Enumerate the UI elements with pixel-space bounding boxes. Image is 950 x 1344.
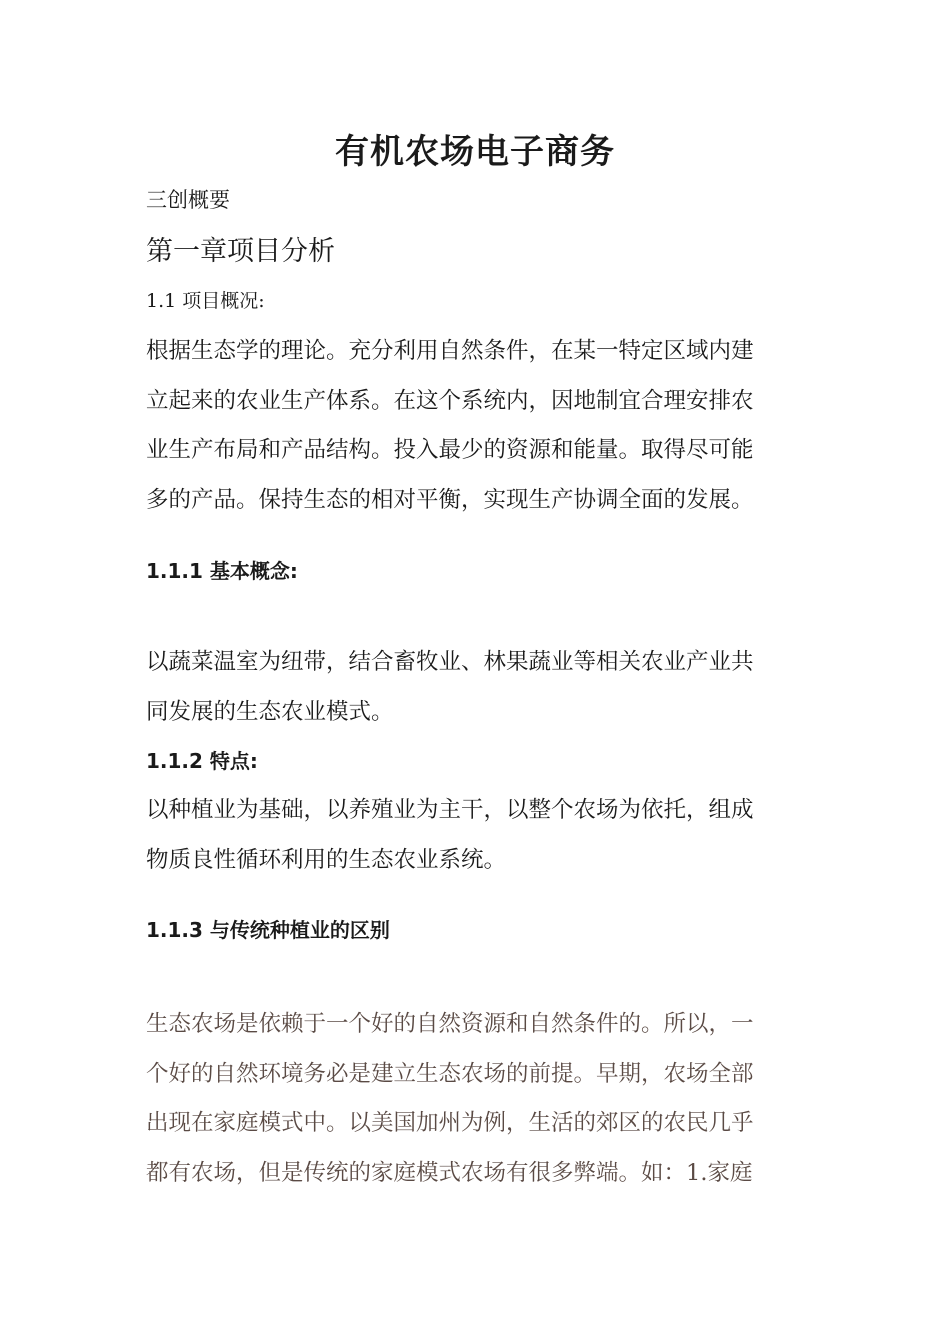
paragraph-line: 立起来的农业生产体系。在这个系统内，因地制宜合理安排农 xyxy=(146,387,754,414)
paragraph-line: 物质良性循环利用的生态农业系统。 xyxy=(146,846,507,873)
paragraph-line: 个好的自然环境务必是建立生态农场的前提。早期，农场全部 xyxy=(146,1060,754,1087)
paragraph-features xyxy=(146,786,806,885)
document-subtitle: 三创概要 xyxy=(146,188,230,212)
paragraph-overview xyxy=(146,327,806,525)
paragraph-line: 生态农场是依赖于一个好的自然资源和自然条件的。所以，一 xyxy=(146,1011,754,1037)
section-heading-1-1-3: 1.1.3 与传统种植业的区别 xyxy=(146,918,390,942)
paragraph-line: 同发展的生态农业模式。 xyxy=(146,698,394,725)
paragraph-line: 以蔬菜温室为纽带，结合畜牧业、林果蔬业等相关农业产业共 xyxy=(146,649,754,675)
paragraph-line: 业生产布局和产品结构。投入最少的资源和能量。取得尽可能 xyxy=(146,437,754,463)
section-heading-1-1: 1.1 项目概况: xyxy=(146,290,265,312)
section-heading-1-1-2: 1.1.2 特点: xyxy=(146,749,258,773)
paragraph-line: 以种植业为基础，以养殖业为主干，以整个农场为依托，组成 xyxy=(146,797,754,823)
paragraph-basic-concept xyxy=(146,638,806,737)
paragraph-line: 多的产品。保持生态的相对平衡，实现生产协调全面的发展。 xyxy=(146,486,754,513)
chapter-heading: 第一章项目分析 xyxy=(146,236,335,267)
paragraph-line: 根据生态学的理论。充分利用自然条件，在某一特定区域内建 xyxy=(146,338,754,364)
section-heading-1-1-1: 1.1.1 基本概念: xyxy=(146,559,298,583)
paragraph-line: 都有农场，但是传统的家庭模式农场有很多弊端。如：1.家庭 xyxy=(146,1159,753,1186)
document-title: 有机农场电子商务 xyxy=(335,132,615,172)
paragraph-line: 出现在家庭模式中。以美国加州为例，生活的郊区的农民几乎 xyxy=(146,1110,754,1136)
paragraph-difference xyxy=(146,1000,806,1198)
